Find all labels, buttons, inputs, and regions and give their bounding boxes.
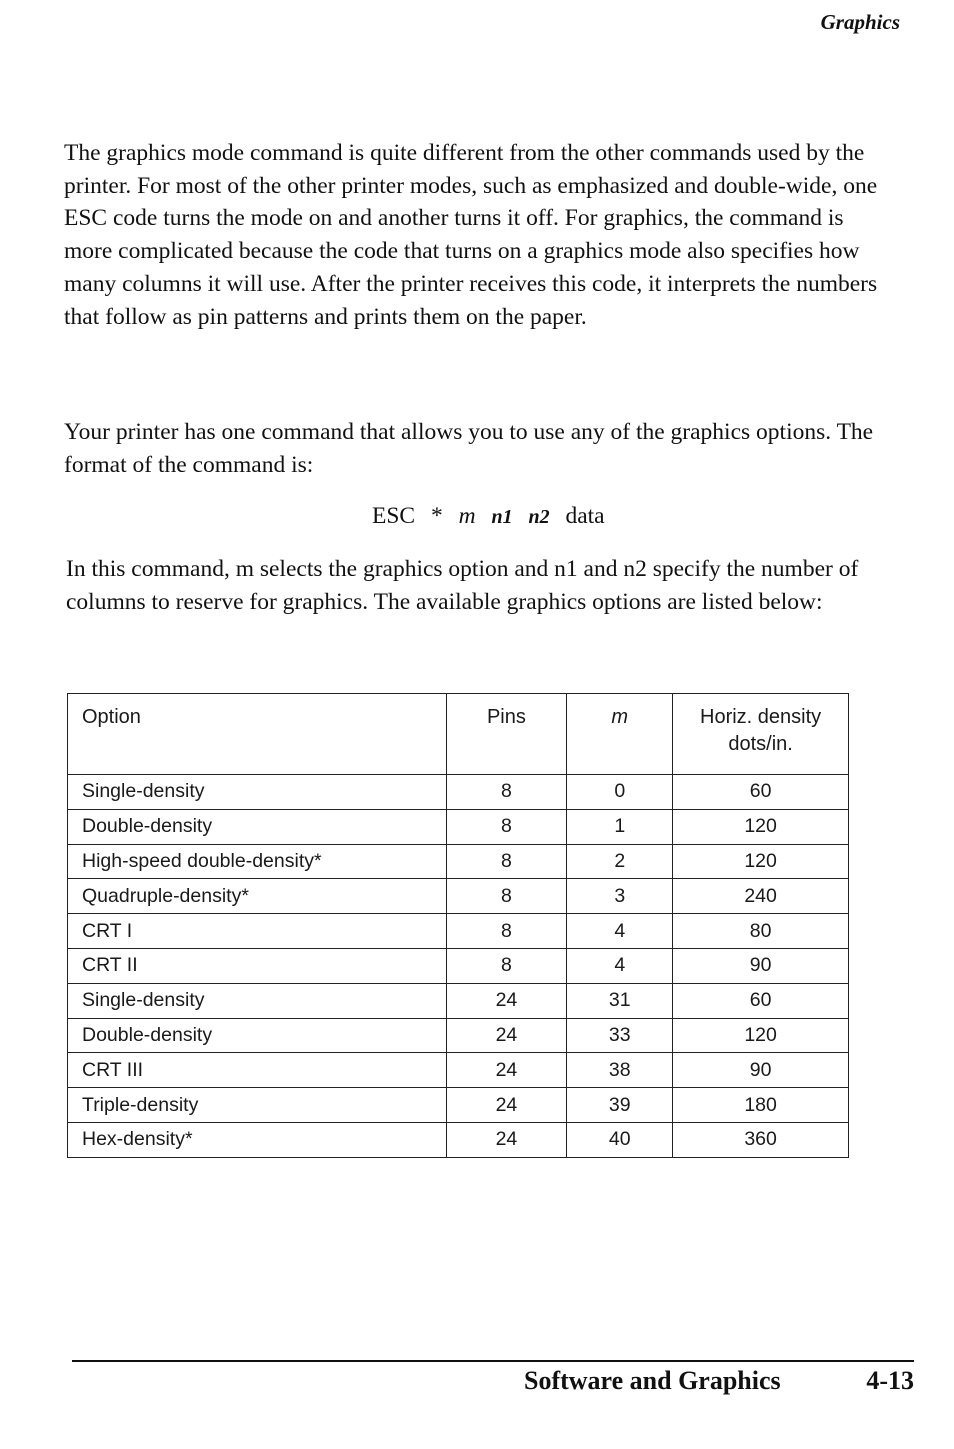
command-esc: ESC — [372, 503, 416, 529]
table-header-row — [68, 694, 849, 775]
paragraph-options-intro: In this command, m selects the graphics option and n1 and n2 specify the number of columns to reserve for graphics. The available graphics options are listed below: — [66, 556, 859, 615]
cell-option: CRT II — [68, 948, 447, 983]
footer-title: Software and Graphics — [524, 1366, 781, 1395]
table-row — [68, 914, 849, 949]
cell-m: 33 — [567, 1018, 673, 1053]
header-pins: Pins — [446, 694, 567, 775]
command-syntax — [372, 500, 615, 533]
header-density-line2: dots/in. — [728, 733, 793, 755]
cell-density: 240 — [673, 879, 849, 914]
cell-density: 120 — [673, 844, 849, 879]
table-row — [68, 809, 849, 844]
command-n1: n1 — [491, 506, 513, 528]
cell-m: 31 — [567, 983, 673, 1018]
cell-pins: 24 — [446, 1018, 567, 1053]
footer-rule — [72, 1360, 914, 1362]
command-m: m — [458, 503, 476, 529]
cell-density: 60 — [673, 983, 849, 1018]
command-data: data — [565, 503, 605, 529]
table-row — [68, 1053, 849, 1088]
table-row — [68, 879, 849, 914]
table-row — [68, 775, 849, 810]
cell-pins: 24 — [446, 1053, 567, 1088]
cell-option: Hex-density* — [68, 1122, 447, 1157]
cell-pins: 8 — [446, 775, 567, 810]
cell-pins: 24 — [446, 983, 567, 1018]
cell-option: Double-density — [68, 809, 447, 844]
cell-option: CRT I — [68, 914, 447, 949]
cell-pins: 8 — [446, 879, 567, 914]
cell-m: 40 — [567, 1122, 673, 1157]
table-row — [68, 1088, 849, 1123]
paragraph-command-format: Your printer has one command that allows you to use any of the graphics options. The format of the command is: — [64, 419, 874, 478]
cell-m: 39 — [567, 1088, 673, 1123]
cell-m: 38 — [567, 1053, 673, 1088]
cell-option: CRT III — [68, 1053, 447, 1088]
header-density-line1: Horiz. density — [700, 706, 822, 728]
table-body — [68, 775, 849, 1158]
cell-pins: 8 — [446, 809, 567, 844]
cell-pins: 8 — [446, 948, 567, 983]
cell-m: 0 — [567, 775, 673, 810]
table-row — [68, 948, 849, 983]
command-star: * — [430, 503, 443, 529]
cell-m: 1 — [567, 809, 673, 844]
cell-option: High-speed double-density* — [68, 844, 447, 879]
header-density — [673, 694, 849, 775]
cell-density: 360 — [673, 1122, 849, 1157]
cell-density: 180 — [673, 1088, 849, 1123]
cell-density: 80 — [673, 914, 849, 949]
cell-m: 4 — [567, 948, 673, 983]
cell-pins: 24 — [446, 1122, 567, 1157]
cell-density: 60 — [673, 775, 849, 810]
cell-pins: 8 — [446, 914, 567, 949]
cell-option: Single-density — [68, 983, 447, 1018]
page-number: 4-13 — [866, 1366, 914, 1395]
cell-density: 120 — [673, 809, 849, 844]
graphics-options-table — [67, 693, 849, 1158]
paragraph-intro: The graphics mode command is quite different from the other commands used by the printer. For most of the other printer modes, such as emphasized and double-wide, one ESC code turns the mode on and another turns it off. For graphics, the command is more complicated because the code that turns on a graphics mode also specifies how many columns it will use. After the printer receives this code, it interprets the numbers that follow as pin patterns and prints them on the paper. — [64, 140, 878, 330]
header-option: Option — [68, 694, 447, 775]
cell-density: 90 — [673, 1053, 849, 1088]
cell-m: 3 — [567, 879, 673, 914]
cell-density: 90 — [673, 948, 849, 983]
table-row — [68, 1018, 849, 1053]
running-head: Graphics — [820, 10, 900, 34]
cell-option: Double-density — [68, 1018, 447, 1053]
cell-m: 4 — [567, 914, 673, 949]
cell-density: 120 — [673, 1018, 849, 1053]
cell-option: Quadruple-density* — [68, 879, 447, 914]
cell-pins: 8 — [446, 844, 567, 879]
table-row — [68, 844, 849, 879]
command-n2: n2 — [528, 506, 550, 528]
header-m: m — [567, 694, 673, 775]
table-row — [68, 983, 849, 1018]
table-row — [68, 1122, 849, 1157]
cell-m: 2 — [567, 844, 673, 879]
cell-option: Single-density — [68, 775, 447, 810]
cell-option: Triple-density — [68, 1088, 447, 1123]
cell-pins: 24 — [446, 1088, 567, 1123]
